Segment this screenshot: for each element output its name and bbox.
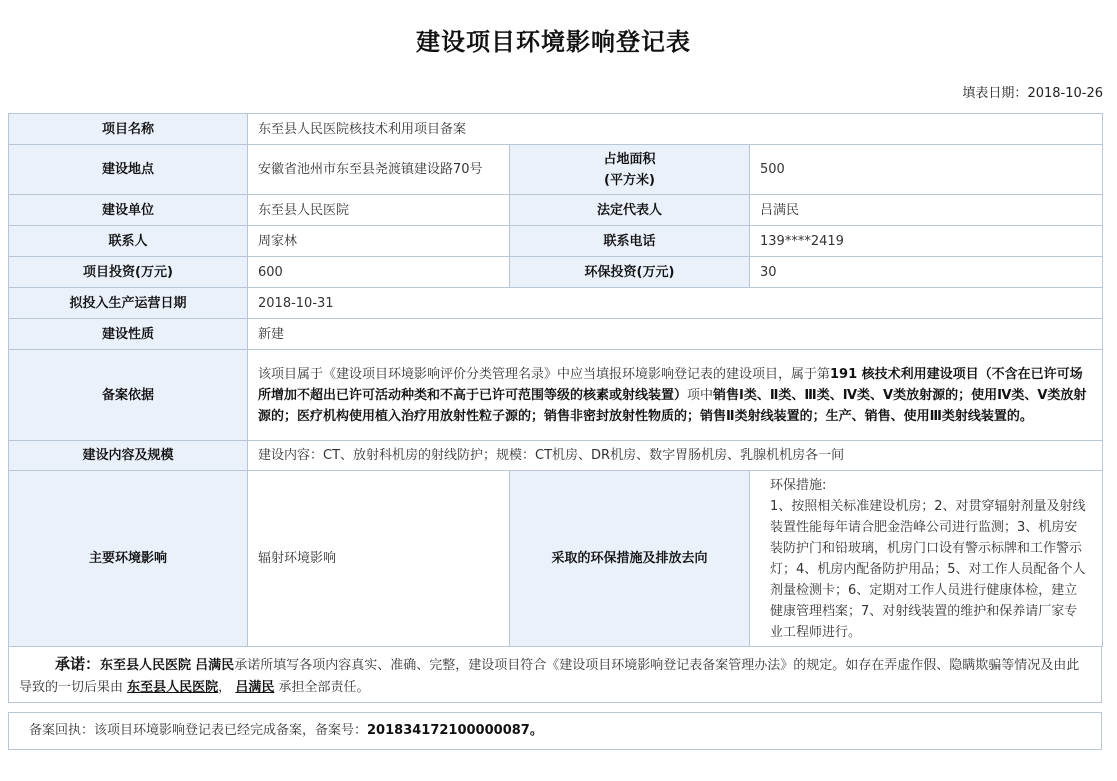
fill-date-label: 填表日期： bbox=[962, 86, 1028, 101]
start-date-label: 拟投入生产运营日期 bbox=[9, 288, 248, 319]
legal-rep-label: 法定代表人 bbox=[510, 195, 750, 226]
table-row bbox=[9, 114, 1103, 145]
phone-label: 联系电话 bbox=[510, 226, 750, 257]
contact-value: 周家林 bbox=[248, 226, 510, 257]
fill-date-value: 2018-10-26 bbox=[1027, 86, 1103, 101]
basis-text-c: 项中 bbox=[687, 387, 714, 403]
basis-items: 销售Ⅰ类、Ⅱ类、Ⅲ类、Ⅳ类、Ⅴ类放射源的；使用Ⅳ类、Ⅴ类放射源的；医疗机构使用植入治疗用放射性粒子源的；销售非密封放射性物质的；销售Ⅱ类射线装置的；生产、销售、使用Ⅲ类射线装置的。 bbox=[258, 387, 1087, 424]
legal-rep-value: 吕满民 bbox=[750, 195, 1103, 226]
nature-label: 建设性质 bbox=[9, 319, 248, 350]
table-row bbox=[9, 226, 1103, 257]
unit-label: 建设单位 bbox=[9, 195, 248, 226]
area-value: 500 bbox=[750, 145, 1103, 195]
investment-label: 项目投资(万元) bbox=[9, 257, 248, 288]
measures-label: 采取的环保措施及排放去向 bbox=[510, 471, 750, 647]
content-value: 建设内容：CT、放射科机房的射线防护；规模：CT机房、DR机房、数字胃肠机房、乳腺机机房各一间 bbox=[248, 441, 1103, 471]
receipt-text: 备案回执：该项目环境影响登记表已经完成备案，备案号： bbox=[29, 723, 368, 738]
registration-table bbox=[8, 113, 1103, 647]
page-title: 建设项目环境影响登记表 bbox=[416, 28, 691, 56]
table-row bbox=[9, 441, 1103, 471]
commitment-text-a: 承诺所填写各项内容真实、准确、完整，建设项目符合《建设项目环境影响登记表备案管理办法》的规定。如存在弄虚作假、隐瞒欺骗等情况及由此导致的一切后果由 bbox=[19, 658, 1080, 695]
table-row bbox=[9, 350, 1103, 441]
content-label: 建设内容及规模 bbox=[9, 441, 248, 471]
fill-date bbox=[962, 82, 1103, 101]
env-investment-label: 环保投资(万元) bbox=[510, 257, 750, 288]
commitment-block: 承诺：东至县人民医院 吕满民承诺所填写各项内容真实、准确、完整，建设项目符合《建设项目环境影响登记表备案管理办法》的规定。如存在弄虚作假、隐瞒欺骗等情况及由此导致的一切后果由 东至县人民医院， 吕满民 承担全部责任。 bbox=[8, 646, 1102, 703]
basis-text-a: 该项目属于《建设项目环境影响评价分类管理名录》中应当填报环境影响登记表的建设项目，属于第 bbox=[258, 366, 831, 382]
receipt-number: 201834172100000087。 bbox=[367, 723, 543, 738]
project-name-value: 东至县人民医院核技术利用项目备案 bbox=[248, 114, 1103, 145]
basis-value bbox=[248, 350, 1103, 441]
commitment-unit: 东至县人民医院 bbox=[100, 658, 192, 673]
table-row bbox=[9, 288, 1103, 319]
start-date-value: 2018-10-31 bbox=[248, 288, 1103, 319]
contact-label: 联系人 bbox=[9, 226, 248, 257]
area-label-text: 占地面积 bbox=[603, 151, 656, 167]
phone-value: 139****2419 bbox=[750, 226, 1103, 257]
receipt-block bbox=[8, 712, 1102, 750]
table-row bbox=[9, 471, 1103, 647]
impact-value: 辐射环境影响 bbox=[248, 471, 510, 647]
table-row bbox=[9, 319, 1103, 350]
unit-value: 东至县人民医院 bbox=[248, 195, 510, 226]
measures-value: 环保措施: 1、按照相关标准建设机房；2、对贯穿辐射剂量及射线装置性能每年请合肥金浩峰公司进行监测；3、机房安装防护门和铅玻璃，机房门口设有警示标牌和工作警示灯；4、机房内配备防护用品；5、对工作人员配备个人剂量检测卡；6、定期对工作人员进行健康体检，建立健康管理档案；7、对射线装置的维护和保养请厂家专业工程师进行。 bbox=[750, 471, 1103, 647]
commitment-person: 吕满民 bbox=[195, 658, 235, 673]
area-label-unit: (平方米) bbox=[604, 172, 655, 188]
area-label bbox=[510, 145, 750, 195]
table-row bbox=[9, 195, 1103, 226]
commitment-person-underlined: 吕满民 bbox=[235, 680, 275, 695]
location-label: 建设地点 bbox=[9, 145, 248, 195]
location-value: 安徽省池州市东至县尧渡镇建设路70号 bbox=[248, 145, 510, 195]
table-row bbox=[9, 257, 1103, 288]
table-row bbox=[9, 145, 1103, 195]
basis-label: 备案依据 bbox=[9, 350, 248, 441]
project-name-label: 项目名称 bbox=[9, 114, 248, 145]
nature-value: 新建 bbox=[248, 319, 1103, 350]
commitment-unit-underlined: 东至县人民医院 bbox=[127, 680, 219, 695]
env-investment-value: 30 bbox=[750, 257, 1103, 288]
basis-category: 191 核技术利用建设项目（不含在已许可场所增加不超出已许可活动种类和不高于已许可范围等级的核素或射线装置） bbox=[258, 366, 1083, 403]
commitment-label: 承诺： bbox=[55, 655, 101, 673]
commitment-text-b: 承担全部责任。 bbox=[278, 680, 370, 695]
investment-value: 600 bbox=[248, 257, 510, 288]
impact-label: 主要环境影响 bbox=[9, 471, 248, 647]
